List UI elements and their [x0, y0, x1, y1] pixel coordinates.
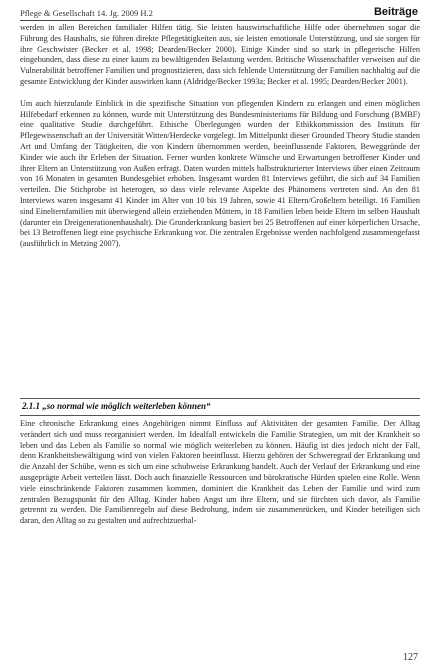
paragraph: Eine chronische Erkrankung eines Angehörigen nimmt Einfluss auf Aktivitäten der gesamten Familie. Der Alltag verändert sich und muss reorganisiert werden. Im Idealfall entwickeln die Familie Strategien, um mit der Krankheit so leben und das Leben als Familie so normal wie möglich weiterleben zu können. Häufig ist dies jedoch nicht der Fall, denn Krankheitsbewältigung wird von vielen Faktoren beeinflusst. Hierzu gehören der Schweregrad der Erkrankung und die Anzahl der Schübe, wenn es sich um eine schubweise Erkrankung handelt. Auch der Verlauf der Erkrankung und eine ausgeprägte Arbeit verteilen lässt. Doch auch finanzielle Ressourcen und bürokratische Hürden spielen eine Rolle. Wenn viele einschränkende Faktoren zusammen kommen, dominiert die Krankheit das Leben der Familie und wird zum zentralen Bezugspunkt für den Alltag. Kinder haben Angst um ihre Eltern, und sie fürchten sich davor, als Familie getrennt zu werden. Die Familienregeln auf diese Bedrohung, indem sie zusammenrücken, und Kinder beteiligen sich daran, den Alltag so zu gestalten und aufrechtzuerhal- — [20, 419, 420, 526]
section-label: Beiträge — [373, 6, 418, 18]
section-heading: 2.1.1 „so normal wie möglich weiterleben können“ — [22, 401, 211, 411]
page-number: 127 — [403, 652, 418, 663]
running-head — [20, 7, 418, 21]
section-heading-box — [20, 398, 420, 416]
header-rule — [20, 20, 420, 21]
paragraph: werden in allen Bereichen familialer Hilfen tätig. Sie leisten hauswirtschaftliche Hilfe oder übernehmen sogar die Führung des Haushalts, sie führen direkte Pflegetätigkeiten aus, sie leisten emotionale Unterstützung, und sie sorgen für ihre Geschwister (Becker et al. 1998; Dearden/Becker 2000). Einige Kinder sind so stark in pflegerische Hilfen eingebunden, dass diese zu einer kaum zu bewältigenden Belastung werden. Britische Wissenschaftler verweisen auf die Vulnerabilität betroffener Familien und prognostizieren, dass sich fehlende Unterstützung der Familien nachhaltig auf die gesamte Entwicklung der Kinder auswirken kann (Aldridge/Becker 1993a; Becker et al. 1995; Dearden/Becker 2001). — [20, 23, 420, 86]
article-body — [20, 23, 420, 250]
paragraph: Um auch hierzulande Einblick in die spezifische Situation von pflegenden Kindern zu erlangen und einen möglichen Hilfebedarf erkennen zu können, wurde mit Unterstützung des Bundesministeriums für Bildung und Forschung (BMBF) eine qualitative Studie durchgeführt. Ethische Überlegungen wurden der Ethikkommission des Instituts für Pflegewissenschaft an der Universität Witten/Herdecke vorgelegt. Im Mittelpunkt dieser Grounded Theory Studie standen Art und Umfang der Tätigkeiten, die von Kindern übernommen werden, beeinflussende Faktoren, Beweggründe der Kinder wie auch ihr Erleben der Situation. Ferner wurden konkrete Wünsche und Erwartungen betroffener Kinder und ihrer Eltern an Unterstützung von Außen erfragt. Daten wurden mittels halbstrukturierter Interviews über einen Zeitraum von 16 Monaten in gesamten Bundesgebiet erhoben. Insgesamt wurden 81 Interviews geführt, die sich auf 34 Familien verteilen. Die Stichprobe ist heterogen, so dass viele relevante Aspekte des Phänomens vertreten sind. An den 81 Interviews waren insgesamt 41 Kinder im Alter von 10 bis 19 Jahren, sowie 41 Eltern/Großeltern beteiligt. 16 Familien sind Einelternfamilien mit überwiegend allein erziehenden Müttern, in 18 Familien leben beide Eltern im selben Haushalt (darunter ein Dreigenerationenhaushalt). Die Grunderkrankung basiert bei 25 Betroffenen auf einer körperlichen Ursache, bei 13 Betroffenen liegt eine psychische Erkrankung vor. Die zentralen Ergebnisse werden nachfolgend zusammengefasst (ausführlich in Metzing 2007). — [20, 98, 420, 249]
article-body-continued — [20, 419, 420, 527]
journal-citation: Pflege & Gesellschaft 14. Jg. 2009 H.2 — [20, 8, 153, 18]
